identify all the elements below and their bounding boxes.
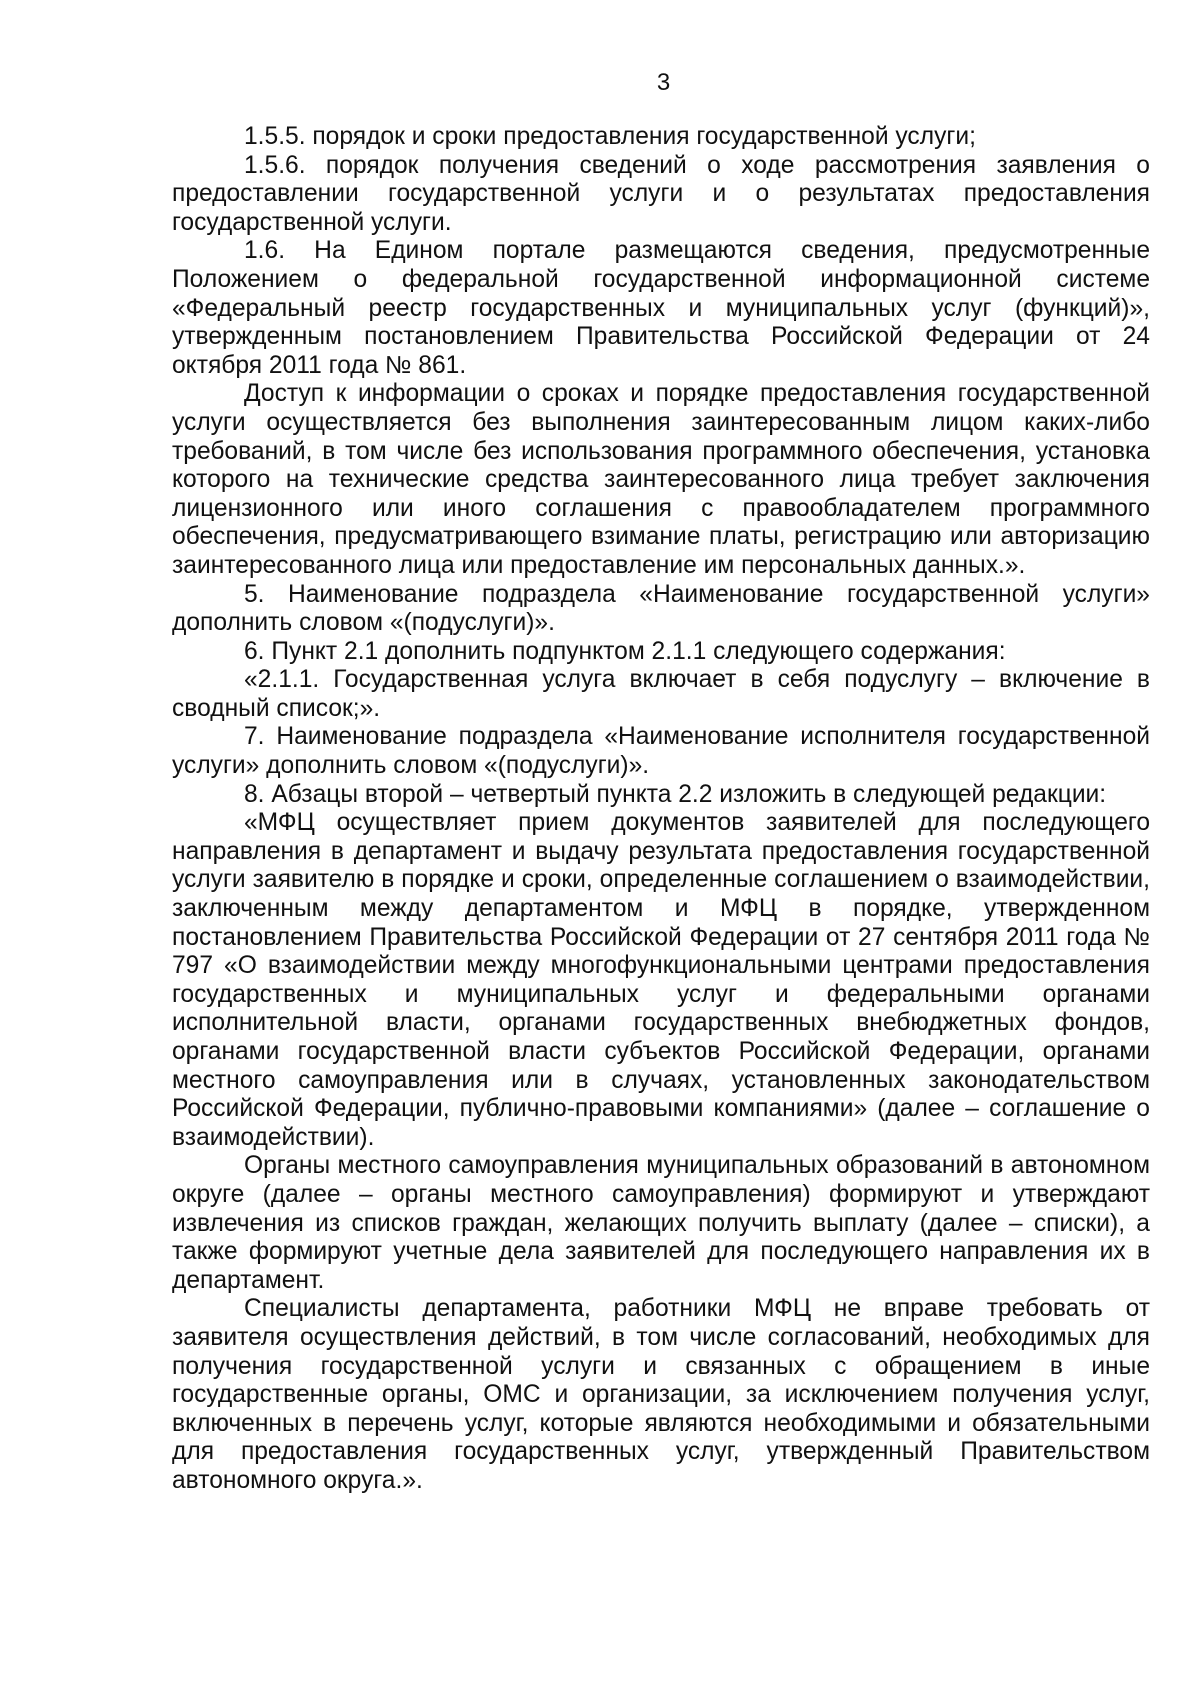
paragraph-1-6: 1.6. На Едином портале размещаются сведения, предусмотренные Положением о федеральной государственной информационной системе «Федеральный реестр государственных и муниципальных услуг (функций)», утвержденным постановлением Правительства Российской Федерации от 24 октября 2011 года № 861.	[172, 237, 1150, 379]
paragraph-item-5: 5. Наименование подраздела «Наименование государственной услуги» дополнить словом «(подуслуги)».	[172, 580, 1150, 637]
paragraph-item-6: 6. Пункт 2.1 дополнить подпунктом 2.1.1 следующего содержания:	[244, 637, 1006, 665]
paragraph-item-8: 8. Абзацы второй – четвертый пункта 2.2 изложить в следующей редакции:	[244, 780, 1107, 808]
paragraph-1-5-6: 1.5.6. порядок получения сведений о ходе рассмотрения заявления о предоставлении государственной услуги и о результатах предоставления государственной услуги.	[172, 151, 1150, 236]
page-number: 3	[656, 69, 671, 96]
paragraph-1-5-5: 1.5.5. порядок и сроки предоставления государственной услуги;	[244, 123, 976, 150]
paragraph-item-7: 7. Наименование подраздела «Наименование исполнителя государственной услуги» дополнить словом «(подуслуги)».	[172, 723, 1150, 780]
paragraph-2-1-1: «2.1.1. Государственная услуга включает в себя подуслугу – включение в сводный список;».	[172, 666, 1150, 722]
paragraph-specialists: Специалисты департамента, работники МФЦ не вправе требовать от заявителя осуществления действий, в том числе согласований, необходимых для получения государственной услуги и связанных с обращением в иные государственные органы, ОМС и организации, за исключением получения услуг, включенных в перечень услуг, которые являются необходимыми и обязательными для предоставления государственных услуг, утвержденный Правительством автономного округа.».	[172, 1295, 1150, 1494]
paragraph-mfc: «МФЦ осуществляет прием документов заявителей для последующего направления в департамент и выдачу результата предоставления государственной услуги заявителю в порядке и сроки, определенные соглашением о взаимодействии, заключенным между департаментом и МФЦ в порядке, утвержденном постановлением Правительства Российской Федерации от 27 сентября 2011 года № 797 «О взаимодействии между многофункциональными центрами предоставления государственных и муниципальных услуг и федеральными органами исполнительной власти, органами государственных внебюджетных фондов, органами государственной власти субъектов Российской Федерации, органами местного самоуправления или в случаях, установленных законодательством Российской Федерации, публично-правовыми компаниями» (далее – соглашение о взаимодействии).	[172, 809, 1150, 1151]
document-body	[172, 123, 1150, 1496]
paragraph-local-government: Органы местного самоуправления муниципальных образований в автономном округе (далее – органы местного самоуправления) формируют и утверждают извлечения из списков граждан, желающих получить выплату (далее – списки), а также формируют учетные дела заявителей для последующего направления их в департамент.	[172, 1152, 1150, 1294]
paragraph-access-info: Доступ к информации о сроках и порядке предоставления государственной услуги осуществляется без выполнения заинтересованным лицом каких-либо требований, в том числе без использования программного обеспечения, установка которого на технические средства заинтересованного лица требует заключения лицензионного или иного соглашения с правообладателем программного обеспечения, предусматривающего взимание платы, регистрацию или авторизацию заинтересованного лица или предоставление им персональных данных.».	[172, 380, 1150, 579]
